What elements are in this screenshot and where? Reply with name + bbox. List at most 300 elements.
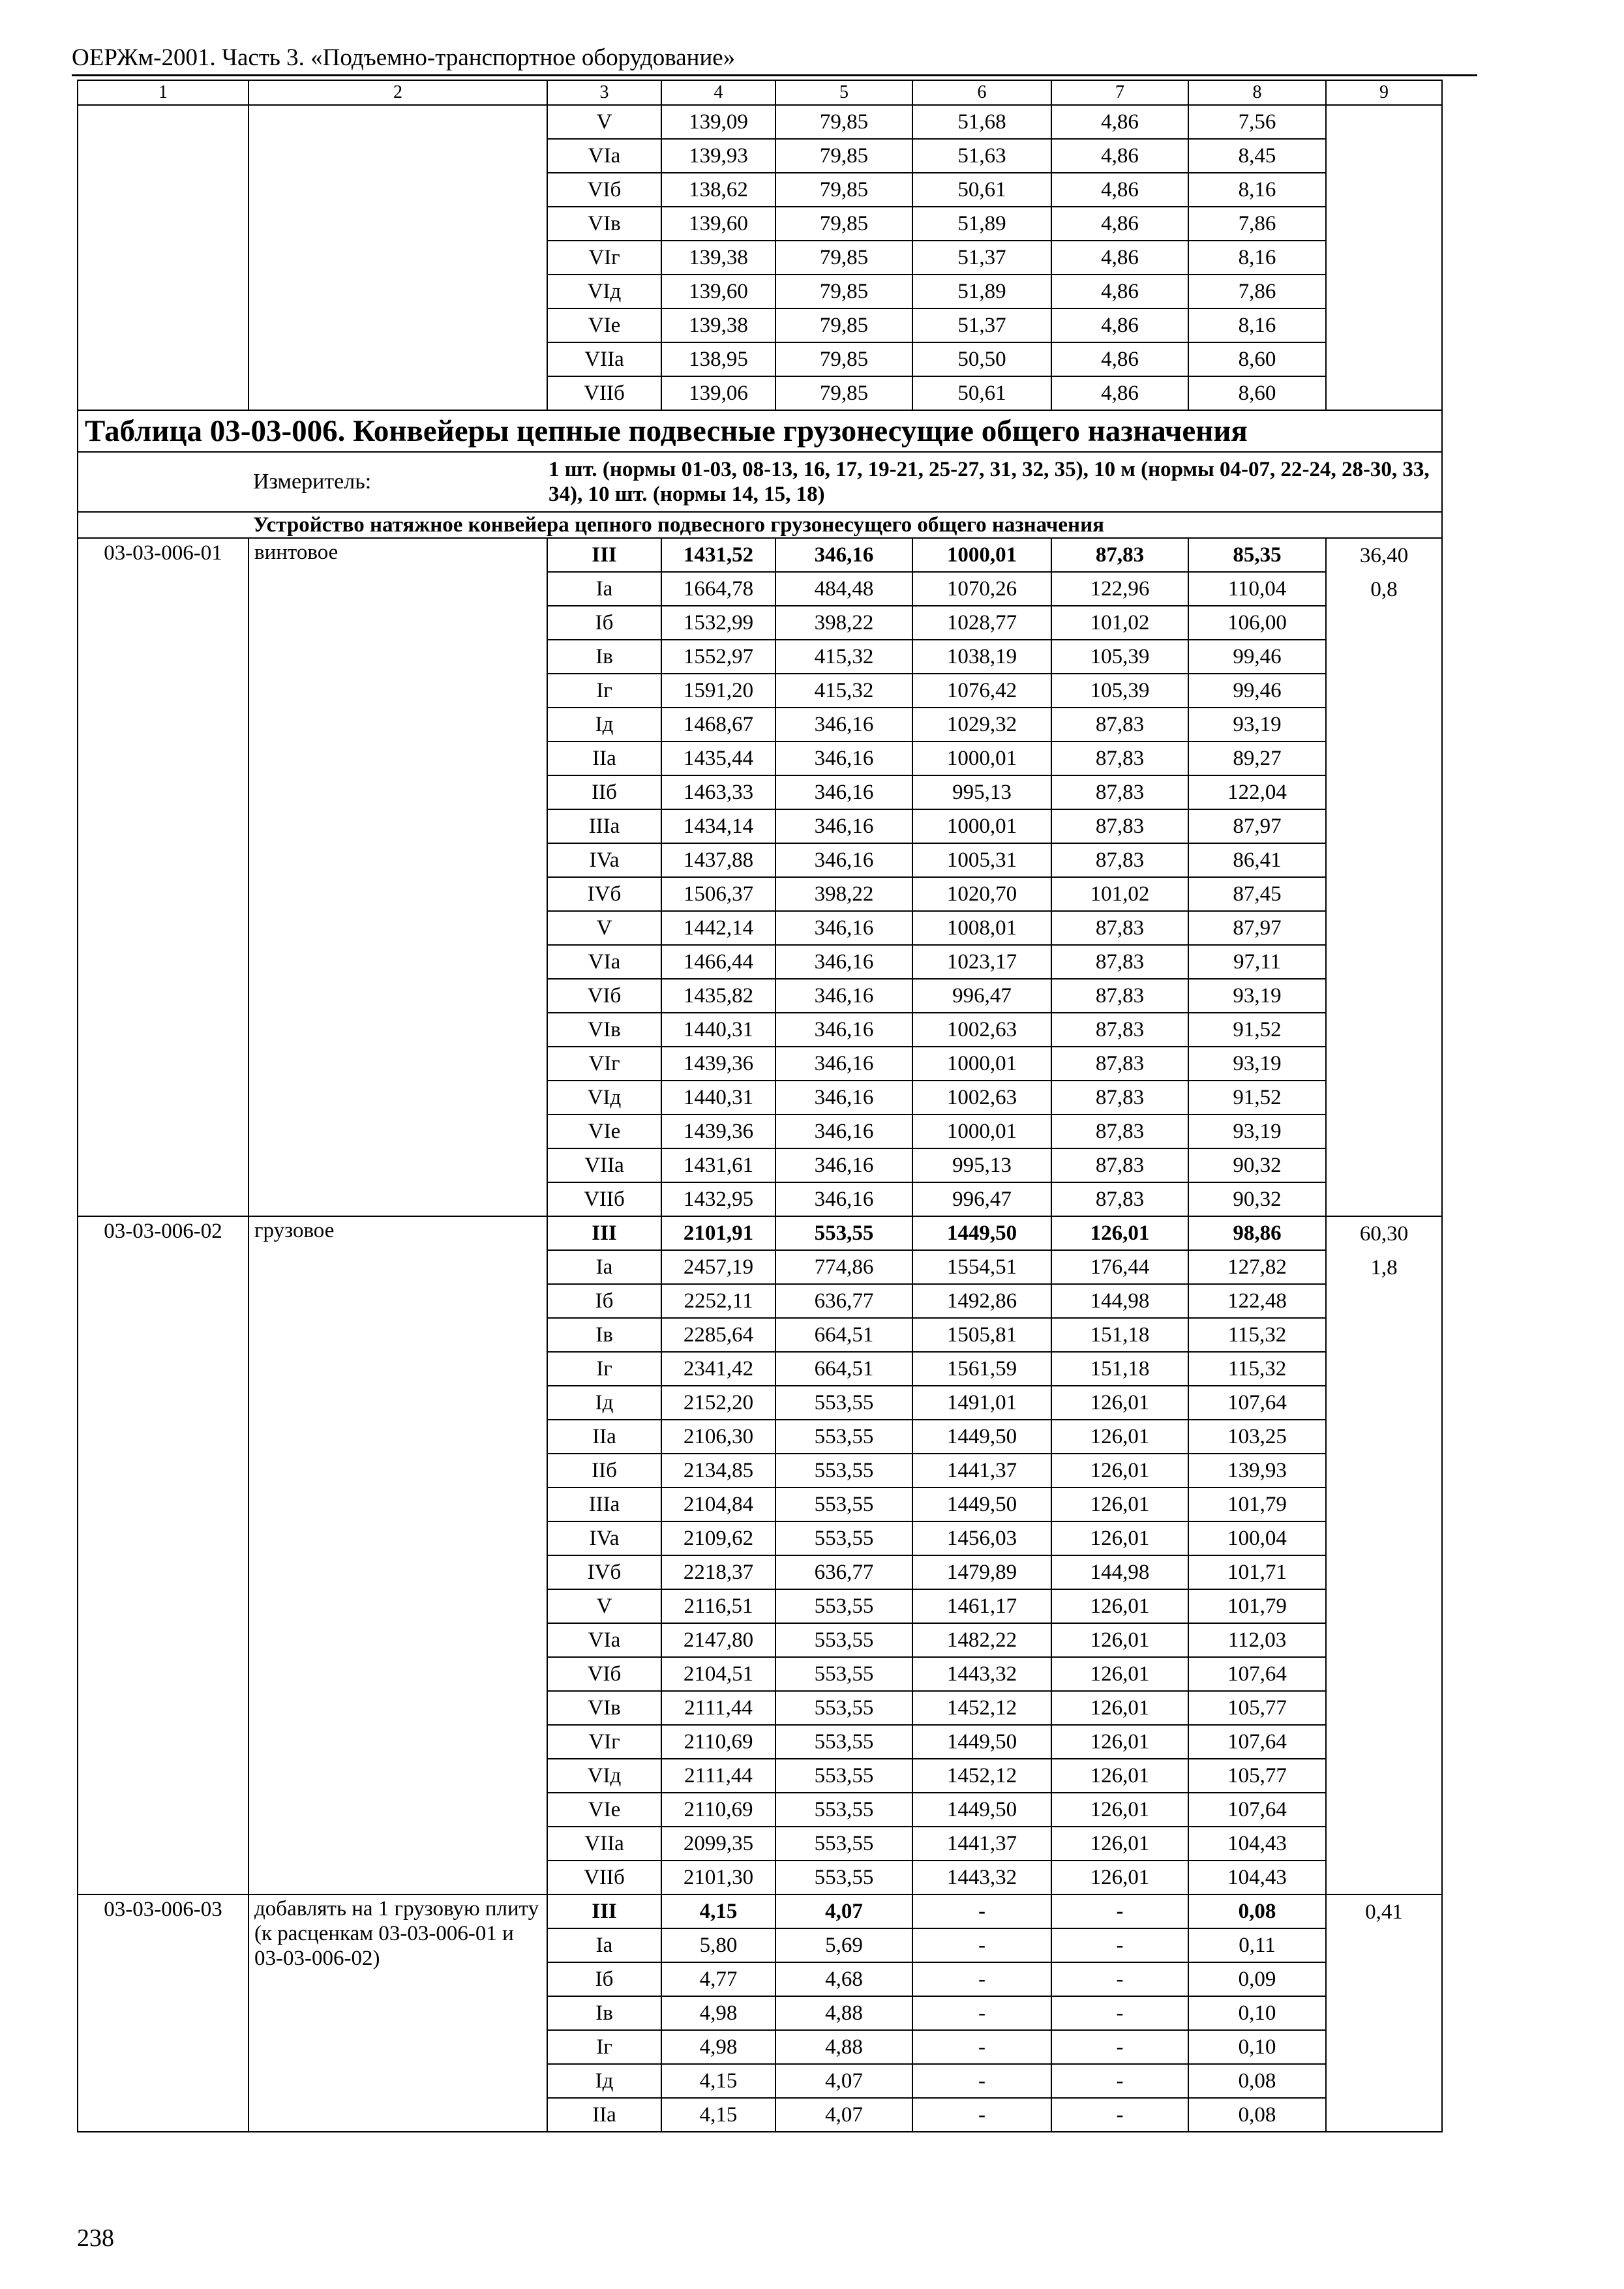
column-numbers-row <box>78 80 1442 105</box>
value-cell: 1002,63 <box>912 1081 1051 1115</box>
value-cell: 636,77 <box>775 1555 912 1589</box>
region-cell: VIa <box>547 139 661 173</box>
column-number: 1 <box>78 80 248 105</box>
value-cell: 1008,01 <box>912 911 1051 945</box>
value-cell: 0,10 <box>1188 2030 1326 2064</box>
value-cell: 5,69 <box>775 1928 912 1962</box>
value-cell: 4,07 <box>775 1894 912 1928</box>
region-cell: IIa <box>547 741 661 775</box>
name-cell <box>248 105 547 410</box>
value-cell: 101,79 <box>1188 1589 1326 1623</box>
value-cell: 126,01 <box>1051 1216 1188 1250</box>
value-cell: 51,37 <box>912 241 1051 275</box>
value-cell: 553,55 <box>775 1725 912 1759</box>
value-cell: 112,03 <box>1188 1623 1326 1657</box>
value-cell: 139,38 <box>661 308 775 342</box>
value-cell: 1000,01 <box>912 1115 1051 1148</box>
value-cell: 139,60 <box>661 207 775 241</box>
norm-name: добавлять на 1 грузовую плиту (к расценкам 03-03-006-01 и 03-03-006-02) <box>248 1894 547 2132</box>
value-cell: 1554,51 <box>912 1250 1051 1284</box>
value-cell: 138,62 <box>661 173 775 207</box>
page-header: ОЕРЖм-2001. Часть 3. «Подъемно-транспортное оборудование» <box>72 43 1477 76</box>
norm-name: грузовое <box>248 1216 547 1894</box>
value-cell: 1552,97 <box>661 640 775 674</box>
value-cell: - <box>912 1996 1051 2030</box>
value-cell: 1449,50 <box>912 1793 1051 1827</box>
value-cell: 122,48 <box>1188 1284 1326 1318</box>
value-cell: - <box>912 1962 1051 1996</box>
value-cell: 4,86 <box>1051 207 1188 241</box>
value-cell: 1505,81 <box>912 1318 1051 1352</box>
norms-table-wrap <box>77 80 1443 2132</box>
value-cell: 995,13 <box>912 775 1051 809</box>
value-cell: 553,55 <box>775 1793 912 1827</box>
table-row <box>78 105 1442 139</box>
value-cell: - <box>1051 2030 1188 2064</box>
value-cell: 1443,32 <box>912 1657 1051 1691</box>
value-cell: 91,52 <box>1188 1013 1326 1047</box>
value-cell: 664,51 <box>775 1352 912 1386</box>
value-cell: 4,68 <box>775 1962 912 1996</box>
value-cell: 1452,12 <box>912 1691 1051 1725</box>
region-cell: VIб <box>547 1657 661 1691</box>
value-cell: 4,86 <box>1051 105 1188 139</box>
value-cell: 553,55 <box>775 1623 912 1657</box>
value-cell: 4,15 <box>661 2098 775 2132</box>
value-cell: 8,60 <box>1188 342 1326 376</box>
region-cell: VIе <box>547 1115 661 1148</box>
value-cell: 51,89 <box>912 207 1051 241</box>
value-cell: 87,83 <box>1051 741 1188 775</box>
value-cell: 105,77 <box>1188 1759 1326 1793</box>
value-cell: 1664,78 <box>661 572 775 606</box>
value-cell: 122,04 <box>1188 775 1326 809</box>
value-cell: 553,55 <box>775 1827 912 1861</box>
value-cell: 105,77 <box>1188 1691 1326 1725</box>
value-cell: 1479,89 <box>912 1555 1051 1589</box>
value-cell: 0,11 <box>1188 1928 1326 1962</box>
value-cell: 0,10 <box>1188 1996 1326 2030</box>
region-cell: Iв <box>547 1318 661 1352</box>
value-cell: 1028,77 <box>912 606 1051 640</box>
value-cell: 1076,42 <box>912 674 1051 708</box>
value-cell: 126,01 <box>1051 1657 1188 1691</box>
value-cell: 50,50 <box>912 342 1051 376</box>
region-cell: IVб <box>547 1555 661 1589</box>
value-cell: 2147,80 <box>661 1623 775 1657</box>
code-cell <box>78 105 248 410</box>
col9-cell <box>1326 105 1442 410</box>
value-cell: 1000,01 <box>912 1047 1051 1081</box>
value-cell: 4,15 <box>661 2064 775 2098</box>
measure-label: Измеритель: <box>78 452 547 512</box>
value-cell: 1449,50 <box>912 1216 1051 1250</box>
value-cell: 484,48 <box>775 572 912 606</box>
value-cell: 4,88 <box>775 1996 912 2030</box>
region-cell: V <box>547 1589 661 1623</box>
value-cell: 2111,44 <box>661 1759 775 1793</box>
value-cell: 2152,20 <box>661 1386 775 1420</box>
region-cell: V <box>547 911 661 945</box>
value-cell: 4,86 <box>1051 139 1188 173</box>
norms-table <box>77 80 1443 2132</box>
value-cell: 346,16 <box>775 1148 912 1182</box>
page-number: 238 <box>77 2224 114 2252</box>
value-cell: 1440,31 <box>661 1081 775 1115</box>
value-cell: 1449,50 <box>912 1725 1051 1759</box>
region-cell: Iд <box>547 708 661 741</box>
value-cell: 2285,64 <box>661 1318 775 1352</box>
value-cell: 0,08 <box>1188 2064 1326 2098</box>
value-cell: 1441,37 <box>912 1827 1051 1861</box>
value-cell: 1441,37 <box>912 1454 1051 1488</box>
value-cell: 87,83 <box>1051 1081 1188 1115</box>
value-cell: 1442,14 <box>661 911 775 945</box>
value-cell: 79,85 <box>775 376 912 410</box>
value-cell: 1456,03 <box>912 1521 1051 1555</box>
value-cell: 1434,14 <box>661 809 775 843</box>
value-cell: - <box>912 2064 1051 2098</box>
value-cell: 1463,33 <box>661 775 775 809</box>
value-cell: - <box>912 1894 1051 1928</box>
col9-value: 60,30 <box>1359 1222 1409 1246</box>
value-cell: 87,83 <box>1051 1182 1188 1216</box>
value-cell: 107,64 <box>1188 1793 1326 1827</box>
value-cell: 139,93 <box>1188 1454 1326 1488</box>
value-cell: 90,32 <box>1188 1148 1326 1182</box>
region-cell: V <box>547 105 661 139</box>
value-cell: 553,55 <box>775 1521 912 1555</box>
value-cell: - <box>912 2098 1051 2132</box>
value-cell: 126,01 <box>1051 1521 1188 1555</box>
region-cell: IIIa <box>547 1488 661 1521</box>
value-cell: 87,97 <box>1188 809 1326 843</box>
column-number: 7 <box>1051 80 1188 105</box>
value-cell: 101,02 <box>1051 606 1188 640</box>
value-cell: 93,19 <box>1188 979 1326 1013</box>
value-cell: 139,93 <box>661 139 775 173</box>
region-cell: Iг <box>547 1352 661 1386</box>
value-cell: 85,35 <box>1188 538 1326 572</box>
value-cell: 4,77 <box>661 1962 775 1996</box>
value-cell: 553,55 <box>775 1691 912 1725</box>
value-cell: 346,16 <box>775 945 912 979</box>
value-cell: 1591,20 <box>661 674 775 708</box>
section-row <box>78 512 1442 538</box>
value-cell: - <box>1051 1962 1188 1996</box>
value-cell: 126,01 <box>1051 1793 1188 1827</box>
region-cell: Iб <box>547 1284 661 1318</box>
region-cell: III <box>547 538 661 572</box>
value-cell: 346,16 <box>775 741 912 775</box>
value-cell: 79,85 <box>775 139 912 173</box>
value-cell: 1000,01 <box>912 809 1051 843</box>
value-cell: 1461,17 <box>912 1589 1051 1623</box>
value-cell: 93,19 <box>1188 1047 1326 1081</box>
value-cell: 346,16 <box>775 775 912 809</box>
value-cell: 93,19 <box>1188 1115 1326 1148</box>
value-cell: 4,07 <box>775 2064 912 2098</box>
region-cell: VIб <box>547 979 661 1013</box>
value-cell: 346,16 <box>775 979 912 1013</box>
table-title-row <box>78 410 1442 452</box>
value-cell: 126,01 <box>1051 1861 1188 1894</box>
value-cell: 2457,19 <box>661 1250 775 1284</box>
value-cell: 398,22 <box>775 606 912 640</box>
value-cell: 4,98 <box>661 2030 775 2064</box>
value-cell: 2111,44 <box>661 1691 775 1725</box>
value-cell: 101,71 <box>1188 1555 1326 1589</box>
value-cell: 5,80 <box>661 1928 775 1962</box>
value-cell: 2101,30 <box>661 1861 775 1894</box>
value-cell: 1002,63 <box>912 1013 1051 1047</box>
value-cell: 636,77 <box>775 1284 912 1318</box>
value-cell: 99,46 <box>1188 640 1326 674</box>
value-cell: 1449,50 <box>912 1420 1051 1454</box>
region-cell: VIд <box>547 1081 661 1115</box>
region-cell: VIa <box>547 1623 661 1657</box>
region-cell: IIa <box>547 1420 661 1454</box>
value-cell: 1070,26 <box>912 572 1051 606</box>
value-cell: 1440,31 <box>661 1013 775 1047</box>
value-cell: 87,83 <box>1051 911 1188 945</box>
value-cell: 7,86 <box>1188 207 1326 241</box>
region-cell: VIIб <box>547 376 661 410</box>
value-cell: 1439,36 <box>661 1115 775 1148</box>
value-cell: 79,85 <box>775 173 912 207</box>
col9-cell <box>1326 1216 1442 1894</box>
value-cell: 4,86 <box>1051 376 1188 410</box>
value-cell: 51,37 <box>912 308 1051 342</box>
region-cell: Iг <box>547 674 661 708</box>
column-number: 6 <box>912 80 1051 105</box>
value-cell: 774,86 <box>775 1250 912 1284</box>
region-cell: IIa <box>547 2098 661 2132</box>
region-cell: VIIa <box>547 1827 661 1861</box>
value-cell: 1000,01 <box>912 741 1051 775</box>
value-cell: 1038,19 <box>912 640 1051 674</box>
value-cell: 1452,12 <box>912 1759 1051 1793</box>
value-cell: 87,83 <box>1051 1115 1188 1148</box>
value-cell: 4,86 <box>1051 241 1188 275</box>
value-cell: 415,32 <box>775 674 912 708</box>
value-cell: 50,61 <box>912 173 1051 207</box>
value-cell: 87,83 <box>1051 538 1188 572</box>
column-number: 4 <box>661 80 775 105</box>
value-cell: 996,47 <box>912 1182 1051 1216</box>
value-cell: 101,79 <box>1188 1488 1326 1521</box>
value-cell: 1431,52 <box>661 538 775 572</box>
value-cell: 4,07 <box>775 2098 912 2132</box>
value-cell: 1435,82 <box>661 979 775 1013</box>
region-cell: VIIб <box>547 1861 661 1894</box>
value-cell: 176,44 <box>1051 1250 1188 1284</box>
value-cell: 2106,30 <box>661 1420 775 1454</box>
value-cell: 151,18 <box>1051 1318 1188 1352</box>
value-cell: 1435,44 <box>661 741 775 775</box>
value-cell: 996,47 <box>912 979 1051 1013</box>
region-cell: VIIa <box>547 1148 661 1182</box>
value-cell: 346,16 <box>775 708 912 741</box>
value-cell: 2110,69 <box>661 1725 775 1759</box>
region-cell: VIIб <box>547 1182 661 1216</box>
region-cell: Iб <box>547 606 661 640</box>
value-cell: - <box>1051 1928 1188 1962</box>
value-cell: 4,86 <box>1051 275 1188 308</box>
value-cell: 1023,17 <box>912 945 1051 979</box>
norm-code: 03-03-006-03 <box>78 1894 248 2132</box>
value-cell: 346,16 <box>775 809 912 843</box>
value-cell: 398,22 <box>775 877 912 911</box>
column-number: 2 <box>248 80 547 105</box>
region-cell: Iб <box>547 1962 661 1996</box>
value-cell: 2218,37 <box>661 1555 775 1589</box>
value-cell: 139,09 <box>661 105 775 139</box>
value-cell: 1029,32 <box>912 708 1051 741</box>
region-cell: III <box>547 1894 661 1928</box>
value-cell: 100,04 <box>1188 1521 1326 1555</box>
value-cell: 79,85 <box>775 105 912 139</box>
value-cell: 91,52 <box>1188 1081 1326 1115</box>
value-cell: 50,61 <box>912 376 1051 410</box>
value-cell: 346,16 <box>775 911 912 945</box>
region-cell: Ia <box>547 1250 661 1284</box>
value-cell: 346,16 <box>775 1047 912 1081</box>
region-cell: Ia <box>547 572 661 606</box>
value-cell: 1506,37 <box>661 877 775 911</box>
value-cell: 1437,88 <box>661 843 775 877</box>
table-body <box>78 80 1442 2132</box>
value-cell: - <box>1051 2098 1188 2132</box>
value-cell: 87,83 <box>1051 809 1188 843</box>
value-cell: 87,83 <box>1051 979 1188 1013</box>
column-number: 9 <box>1326 80 1442 105</box>
value-cell: 126,01 <box>1051 1725 1188 1759</box>
value-cell: 87,83 <box>1051 1047 1188 1081</box>
value-cell: 144,98 <box>1051 1555 1188 1589</box>
region-cell: VIв <box>547 207 661 241</box>
value-cell: 553,55 <box>775 1759 912 1793</box>
value-cell: 1532,99 <box>661 606 775 640</box>
value-cell: 51,89 <box>912 275 1051 308</box>
region-cell: IIIa <box>547 809 661 843</box>
region-cell: Iд <box>547 2064 661 2098</box>
value-cell: - <box>1051 1996 1188 2030</box>
value-cell: 4,98 <box>661 1996 775 2030</box>
value-cell: 1492,86 <box>912 1284 1051 1318</box>
value-cell: 127,82 <box>1188 1250 1326 1284</box>
norm-name: винтовое <box>248 538 547 1216</box>
value-cell: 1020,70 <box>912 877 1051 911</box>
col9-value: 0,41 <box>1365 1900 1403 1924</box>
region-cell: VIг <box>547 241 661 275</box>
value-cell: 126,01 <box>1051 1454 1188 1488</box>
region-cell: VIa <box>547 945 661 979</box>
value-cell: 2110,69 <box>661 1793 775 1827</box>
region-cell: Iд <box>547 1386 661 1420</box>
region-cell: VIг <box>547 1047 661 1081</box>
value-cell: 346,16 <box>775 843 912 877</box>
value-cell: 79,85 <box>775 207 912 241</box>
table-row <box>78 1894 1442 1928</box>
value-cell: 2109,62 <box>661 1521 775 1555</box>
value-cell: 122,96 <box>1051 572 1188 606</box>
value-cell: 1439,36 <box>661 1047 775 1081</box>
value-cell: 79,85 <box>775 308 912 342</box>
column-number: 5 <box>775 80 912 105</box>
value-cell: 105,39 <box>1051 640 1188 674</box>
value-cell: 1468,67 <box>661 708 775 741</box>
value-cell: 126,01 <box>1051 1386 1188 1420</box>
value-cell: 664,51 <box>775 1318 912 1352</box>
value-cell: 115,32 <box>1188 1352 1326 1386</box>
region-cell: IIб <box>547 1454 661 1488</box>
value-cell: 0,08 <box>1188 1894 1326 1928</box>
value-cell: 2101,91 <box>661 1216 775 1250</box>
value-cell: 138,95 <box>661 342 775 376</box>
region-cell: VIе <box>547 1793 661 1827</box>
value-cell: 87,97 <box>1188 911 1326 945</box>
region-cell: III <box>547 1216 661 1250</box>
value-cell: 126,01 <box>1051 1420 1188 1454</box>
region-cell: Ia <box>547 1928 661 1962</box>
value-cell: 144,98 <box>1051 1284 1188 1318</box>
value-cell: 104,43 <box>1188 1861 1326 1894</box>
value-cell: 553,55 <box>775 1861 912 1894</box>
value-cell: 99,46 <box>1188 674 1326 708</box>
value-cell: 107,64 <box>1188 1725 1326 1759</box>
value-cell: 87,83 <box>1051 775 1188 809</box>
table-row <box>78 1216 1442 1250</box>
value-cell: 139,06 <box>661 376 775 410</box>
value-cell: 553,55 <box>775 1386 912 1420</box>
value-cell: 553,55 <box>775 1488 912 1521</box>
value-cell: 151,18 <box>1051 1352 1188 1386</box>
value-cell: 87,83 <box>1051 843 1188 877</box>
value-cell: 105,39 <box>1051 674 1188 708</box>
value-cell: 104,43 <box>1188 1827 1326 1861</box>
value-cell: 90,32 <box>1188 1182 1326 1216</box>
value-cell: 139,60 <box>661 275 775 308</box>
value-cell: 93,19 <box>1188 708 1326 741</box>
region-cell: Iв <box>547 640 661 674</box>
table-row <box>78 538 1442 572</box>
section-title: Устройство натяжное конвейера цепного подвесного грузонесущего общего назначения <box>78 512 1442 538</box>
region-cell: VIд <box>547 275 661 308</box>
value-cell: 1466,44 <box>661 945 775 979</box>
value-cell: 51,68 <box>912 105 1051 139</box>
region-cell: VIв <box>547 1691 661 1725</box>
region-cell: IVa <box>547 843 661 877</box>
value-cell: 553,55 <box>775 1657 912 1691</box>
value-cell: 1432,95 <box>661 1182 775 1216</box>
column-number: 3 <box>547 80 661 105</box>
value-cell: 126,01 <box>1051 1589 1188 1623</box>
value-cell: 87,83 <box>1051 945 1188 979</box>
value-cell: 126,01 <box>1051 1827 1188 1861</box>
column-number: 8 <box>1188 80 1326 105</box>
value-cell: 1005,31 <box>912 843 1051 877</box>
value-cell: 8,60 <box>1188 376 1326 410</box>
norm-code: 03-03-006-02 <box>78 1216 248 1894</box>
value-cell: 79,85 <box>775 241 912 275</box>
value-cell: 2134,85 <box>661 1454 775 1488</box>
value-cell: 2116,51 <box>661 1589 775 1623</box>
region-cell: VIг <box>547 1725 661 1759</box>
value-cell: 415,32 <box>775 640 912 674</box>
col9-cell <box>1326 538 1442 1216</box>
value-cell: 79,85 <box>775 275 912 308</box>
